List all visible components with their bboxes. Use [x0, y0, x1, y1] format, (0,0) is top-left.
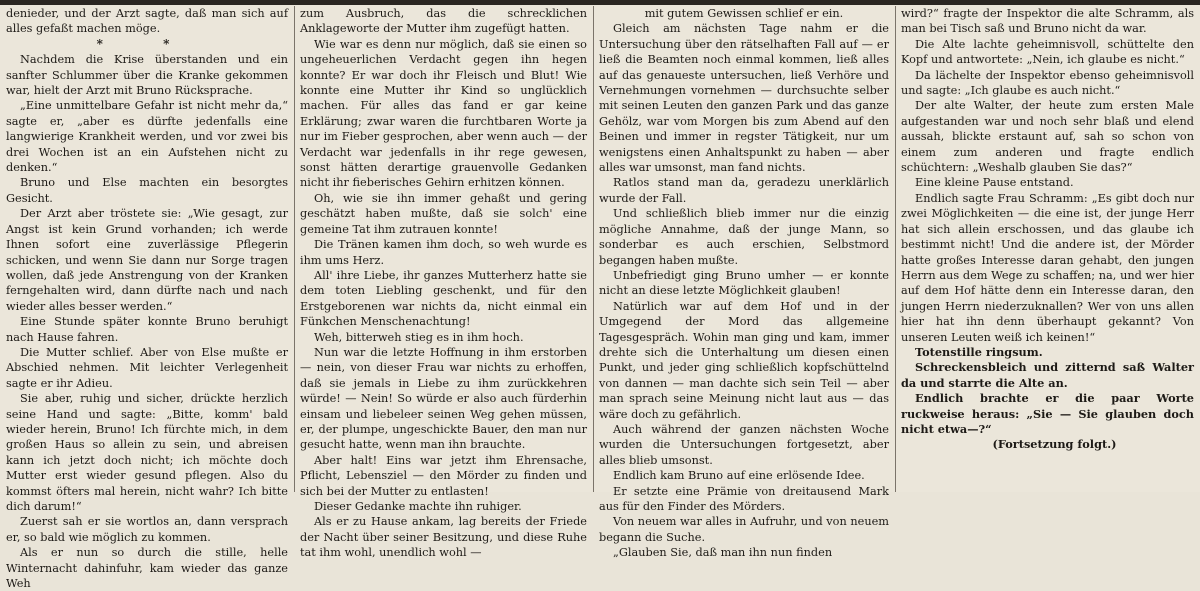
- paragraph: Die Alte lachte geheimnisvoll, schüttelte den Kopf und antwortete: „Nein, ich glaube es nicht.“: [901, 37, 1194, 67]
- paragraph: Aber halt! Eins war jetzt ihm Ehrensache, Pflicht, Lebensziel — den Mörder zu finden und sich bei der Mutter zu entlasten!: [300, 453, 587, 498]
- text-column-1: [6, 6, 288, 591]
- paragraph: Oh, wie sie ihn immer gehaßt und gering geschätzt haben mußte, daß sie solch' eine gemeine Tat ihm zutrauen konnte!: [300, 191, 587, 236]
- paragraph: Der Arzt aber tröstete sie: „Wie gesagt, zur Angst ist kein Grund vorhanden; ich werde Ihnen sofort eine zuverlässige Pflegerin schicken, und wenn Sie dann nur Sorge tragen wollen, daß jede Anstrengung von der Kranken ferngehalten wird, dann dürfte nach und nach wieder alles besser werden.“: [6, 207, 288, 313]
- text-column-3: [599, 6, 889, 560]
- column-rule: [895, 6, 896, 492]
- paragraph: mit gutem Gewissen schlief er ein.: [644, 7, 844, 20]
- paragraph: Schreckensbleich und zitternd saß Walter da und starrte die Alte an.: [901, 360, 1194, 390]
- paragraph: Unbefriedigt ging Bruno umher — er konnte nicht an diese letzte Möglichkeit glauben!: [599, 268, 889, 298]
- paragraph: Weh, bitterweh stieg es in ihm hoch.: [314, 330, 524, 344]
- paragraph: Auch während der ganzen nächsten Woche wurden die Untersuchungen fortgesetzt, aber alles blieb umsonst.: [599, 422, 889, 467]
- paragraph: Und schließlich blieb immer nur die einzig mögliche Annahme, daß der junge Mann, so sonderbar es auch erschien, Selbstmord begangen haben mußte.: [599, 207, 889, 267]
- paragraph: Nun war die letzte Hoffnung in ihm erstorben — nein, von dieser Frau war nichts zu erhoffen, daß sie jemals in Liebe zu ihm zurückkehren würde! — Nein! So würde er also auch fürderhin einsam und liebeleer seinen Weg gehen müssen, er, der plumpe, ungeschickte Bauer, den man nur gesucht hatte, wenn man ihn brauchte.: [300, 345, 587, 452]
- paragraph: Gleich am nächsten Tage nahm er die Untersuchung über den rätselhaften Fall auf — er ließ die Beamten noch einmal kommen, ließ alles auf das genaueste untersuchen, ließ Verhöre und Vernehmungen vornehmen — durchsuchte selber mit seinen Leuten den ganzen Park und das ganze Gehölz, war vom Morgen bis zum Abend auf den Beinen und immer in regster Tätigkeit, nur um wenigstens einen Anhaltspunkt zu haben — aber alles war umsonst, man fand nichts.: [599, 22, 889, 175]
- paragraph: Natürlich war auf dem Hof und in der Umgegend der Mord das allgemeine Tagesgespräch. Wohin man ging und kam, immer drehte sich die Unterhaltung um diesen einen Punkt, und jeder ging schließlich kopfschüttelnd von dannen — man dachte sich sein Teil — aber man sprach seine Meinung nicht laut aus — das wäre doch zu gefährlich.: [599, 299, 889, 421]
- paragraph: Endlich brachte er die paar Worte ruckweise heraus: „Sie — Sie glauben doch nicht etwa—?“: [901, 391, 1194, 436]
- paragraph: Ratlos stand man da, geradezu unerklärlich wurde der Fall.: [599, 176, 889, 205]
- paragraph: Endlich kam Bruno auf eine erlösende Idee.: [613, 469, 865, 483]
- paragraph: Dieser Gedanke machte ihn ruhiger.: [314, 500, 522, 513]
- paragraph: Totenstille ringsum.: [915, 344, 1043, 359]
- paragraph: Sie aber, ruhig und sicher, drückte herzlich seine Hand und sagte: „Bitte, komm' bald wieder herein, Bruno! Ich fürchte mich, in dem großen Haus so allein zu sein, und abreisen kann ich jetzt doch nicht; ich möchte doch Mutter erst wieder gesund pflegen. Also du kommst öfters mal herein, nicht wahr? Ich bitte dich darum!“: [6, 392, 288, 513]
- paragraph: Als er zu Hause ankam, lag bereits der Friede der Nacht über seiner Besitzung, und diese Ruhe tat ihm wohl, unendlich wohl —: [300, 515, 587, 560]
- paragraph: Bruno und Else machten ein besorgtes Gesicht.: [6, 176, 288, 205]
- paragraph: Eine kleine Pause entstand.: [915, 176, 1074, 190]
- paragraph: Von neuem war alles in Aufruhr, und von neuem begann die Suche.: [599, 515, 889, 544]
- paragraph: Endlich sagte Frau Schramm: „Es gibt doch nur zwei Möglichkeiten — die eine ist, der junge Herr hat sich allein erschossen, und das glaube ich bestimmt nicht! Und die andere ist, der Mörder hatte großes Interesse daran gehabt, den jungen Herrn aus dem Wege zu schaffen; na, und wer hier auf dem Hof hätte denn ein Interesse daran, den jungen Herrn niederzuknallen? Wer von uns allen hier hat ihn denn überhaupt gekannt? Von unseren Leuten weiß ich keinen!“: [901, 191, 1194, 344]
- paragraph: Als er nun so durch die stille, helle Winternacht dahinfuhr, kam wieder das ganze Weh: [6, 546, 288, 591]
- section-divider: * *: [96, 36, 198, 51]
- paragraph: Da lächelte der Inspektor ebenso geheimnisvoll und sagte: „Ich glaube es auch nicht.“: [901, 68, 1194, 98]
- paragraph: All' ihre Liebe, ihr ganzes Mutterherz hatte sie dem toten Liebling geschenkt, und für den Erstgeborenen war nichts da, nicht einmal ein Fünkchen Menschenachtung!: [300, 268, 587, 329]
- top-border: [0, 0, 1200, 5]
- paragraph: zum Ausbruch, das die schrecklichen Anklageworte der Mutter ihm zugefügt hatten.: [300, 7, 587, 36]
- continuation-note: (Fortsetzung folgt.): [992, 437, 1117, 452]
- paragraph: Er setzte eine Prämie von dreitausend Mark aus für den Finder des Mörders.: [599, 484, 889, 513]
- paragraph: Wie war es denn nur möglich, daß sie einen so ungeheuerlichen Verdacht gegen ihn hegen konnte? Er war doch ihr Fleisch und Blut! Wie konnte eine Mutter ihr Kind so unglücklich machen. Für alles das fand er gar keine Erklärung; zwar waren die furchtbaren Worte ja nur im Fieber gesprochen, aber wenn auch — der Verdacht war jedenfalls in ihr rege gewesen, sonst hätten derartige grauenvolle Gedanken nicht ihr fieberisches Gehirn erhitzen können.: [300, 37, 587, 190]
- column-rule: [294, 6, 295, 492]
- paragraph: Eine Stunde später konnte Bruno beruhigt nach Hause fahren.: [6, 315, 288, 344]
- text-column-2: [300, 6, 587, 560]
- paragraph: „Glauben Sie, daß man ihn nun finden: [613, 546, 833, 560]
- paragraph: Zuerst sah er sie wortlos an, dann versprach er, so bald wie möglich zu kommen.: [6, 515, 288, 544]
- text-column-4: [901, 6, 1194, 492]
- paragraph: Die Mutter schlief. Aber von Else mußte er Abschied nehmen. Mit leichter Verlegenheit sagte er ihr Adieu.: [6, 345, 288, 390]
- paragraph: Die Tränen kamen ihm doch, so weh wurde es ihm ums Herz.: [300, 238, 587, 267]
- column-rule: [593, 6, 594, 492]
- paragraph: „Eine unmittelbare Gefahr ist nicht mehr da,“ sagte er, „aber es dürfte jedenfalls eine langwierige Krankheit werden, und vor zwei bis drei Wochen ist an ein Aufstehen nicht zu denken.“: [6, 99, 288, 175]
- paragraph: Der alte Walter, der heute zum ersten Male aufgestanden war und noch sehr blaß und elend aussah, blickte erstaunt auf, sah so schon von einem zum anderen und fragte endlich schüchtern: „Weshalb glauben Sie das?“: [901, 99, 1194, 175]
- paragraph: Nachdem die Krise überstanden und ein sanfter Schlummer über die Kranke gekommen war, hielt der Arzt mit Bruno Rücksprache.: [6, 53, 288, 98]
- paragraph: wird?“ fragte der Inspektor die alte Schramm, als man bei Tisch saß und Bruno nicht da war.: [901, 7, 1194, 36]
- paragraph: denieder, und der Arzt sagte, daß man sich auf alles gefaßt machen möge.: [6, 7, 288, 36]
